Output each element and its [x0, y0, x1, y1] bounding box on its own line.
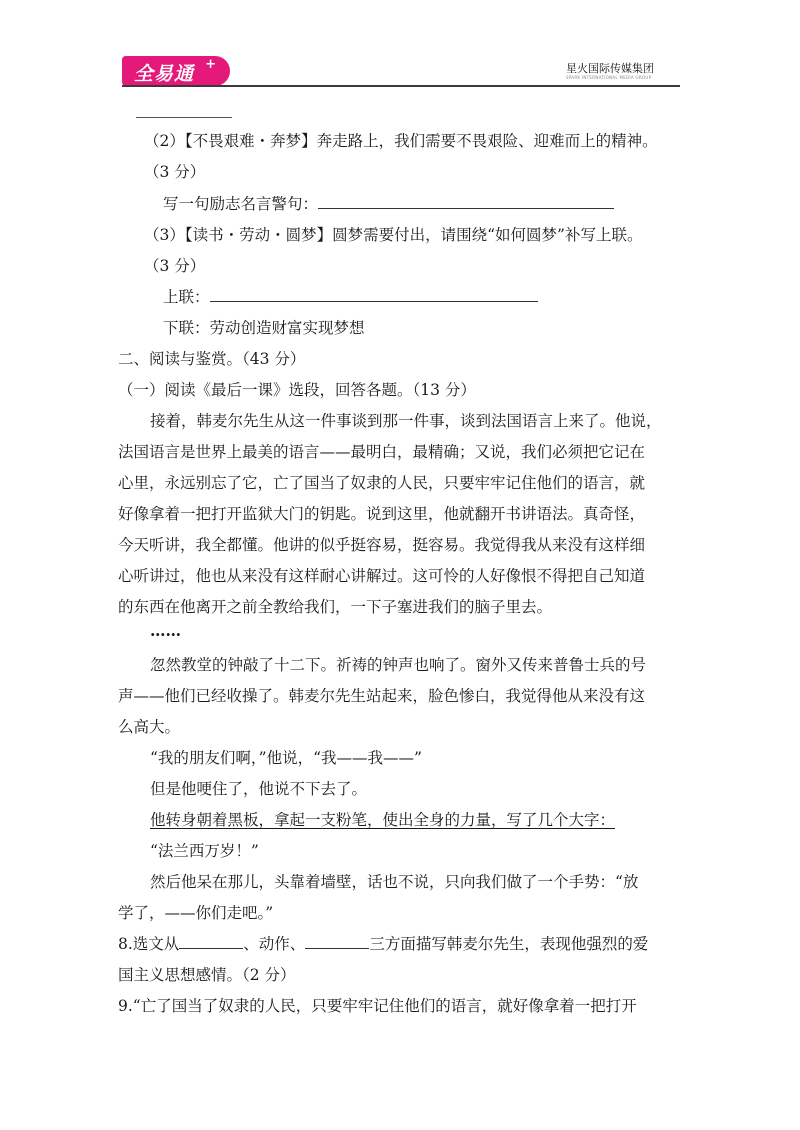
q8-part2: 、动作、 [243, 935, 306, 953]
passage-line: 的东西在他离开之前全教给我们，一下子塞进我们的脑子里去。 [118, 598, 553, 616]
passage-underlined-sentence: 他转身朝着黑板，拿起一支粉笔，使出全身的力量，写了几个大字： [150, 811, 616, 829]
section-title: 二、阅读与鉴赏。（43 分） [118, 350, 306, 368]
q8-part1: 8.选文从 [118, 935, 180, 953]
q3-line1: （3）【读书・劳动・圆梦】圆梦需要付出，请围绕“如何圆梦”补写上联。 [144, 226, 643, 244]
q3-score: （3 分） [144, 257, 206, 275]
header-divider [122, 85, 680, 87]
q2-answer-blank[interactable] [318, 194, 614, 209]
brand-subtitle: SPARK INTERNATIONAL MEDIA GROUP [566, 75, 652, 80]
q3-lower-couplet: 下联：劳动创造财富实现梦想 [163, 319, 365, 337]
q8-blank-2[interactable] [305, 934, 369, 949]
logo [122, 56, 230, 86]
q8-line2: 国主义思想感情。（2 分） [118, 966, 296, 984]
logo-text: 全易通 [134, 63, 195, 85]
q3-upper-blank[interactable] [210, 287, 538, 302]
q8-blank-1[interactable] [179, 934, 243, 949]
q8-line1 [118, 934, 648, 954]
q8-part3: 三方面描写韩麦尔先生，表现他强烈的爱 [369, 935, 649, 953]
passage-line: 学了，——你们走吧。” [118, 904, 274, 922]
q9-line1: 9.“亡了国当了奴隶的人民，只要牢牢记住他们的语言，就好像拿着一把打开 [118, 997, 637, 1015]
passage-line: 法国语言是世界上最美的语言——最明白，最精确；又说，我们必须把它记在 [118, 443, 646, 461]
q3-upper-row [163, 287, 538, 307]
brand-name: 星火国际传媒集团 [566, 62, 654, 75]
passage-ellipsis: …… [150, 621, 181, 640]
q2-score: （3 分） [144, 163, 206, 181]
logo-plus-icon: + [205, 57, 216, 72]
section-subtitle: （一）阅读《最后一课》选段，回答各题。（13 分） [118, 381, 476, 399]
q2-prompt: 写一句励志名言警句： [163, 195, 319, 213]
passage-line: 但是他哽住了，他说不下去了。 [150, 780, 368, 798]
q3-upper-label: 上联： [163, 288, 210, 306]
passage-line: 好像拿着一把打开监狱大门的钥匙。说到这里，他就翻开书讲语法。真奇怪， [118, 505, 646, 523]
passage-line: 忽然教堂的钟敲了十二下。祈祷的钟声也响了。窗外又传来普鲁士兵的号 [150, 656, 647, 674]
passage-line: 今天听讲，我全都懂。他讲的似乎挺容易，挺容易。我觉得我从来没有这样细 [118, 536, 646, 554]
q2-prompt-row [163, 194, 614, 214]
passage-line: 声——他们已经收操了。韩麦尔先生站起来，脸色惨白，我觉得他从来没有这 [118, 687, 646, 705]
passage-line: 心里，永远别忘了它，亡了国当了奴隶的人民，只要牢牢记住他们的语言，就 [118, 474, 646, 492]
passage-line: 心听讲过，他也从来没有这样耐心讲解过。这可怜的人好像恨不得把自己知道 [118, 567, 646, 585]
passage-line: 接着，韩麦尔先生从这一件事谈到那一件事，谈到法国语言上来了。他说， [150, 412, 662, 430]
passage-line: 然后他呆在那儿，头靠着墙壁，话也不说，只向我们做了一个手势：“放 [150, 873, 639, 891]
passage-line: “法兰西万岁！” [150, 842, 259, 860]
passage-line: 么高大。 [118, 718, 181, 736]
answer-line-stub [136, 117, 232, 118]
q2-line1: （2）【不畏艰难・奔梦】奔走路上，我们需要不畏艰险、迎难而上的精神。 [144, 132, 658, 150]
passage-line: “我的朋友们啊，”他说，“我——我——” [150, 749, 422, 767]
